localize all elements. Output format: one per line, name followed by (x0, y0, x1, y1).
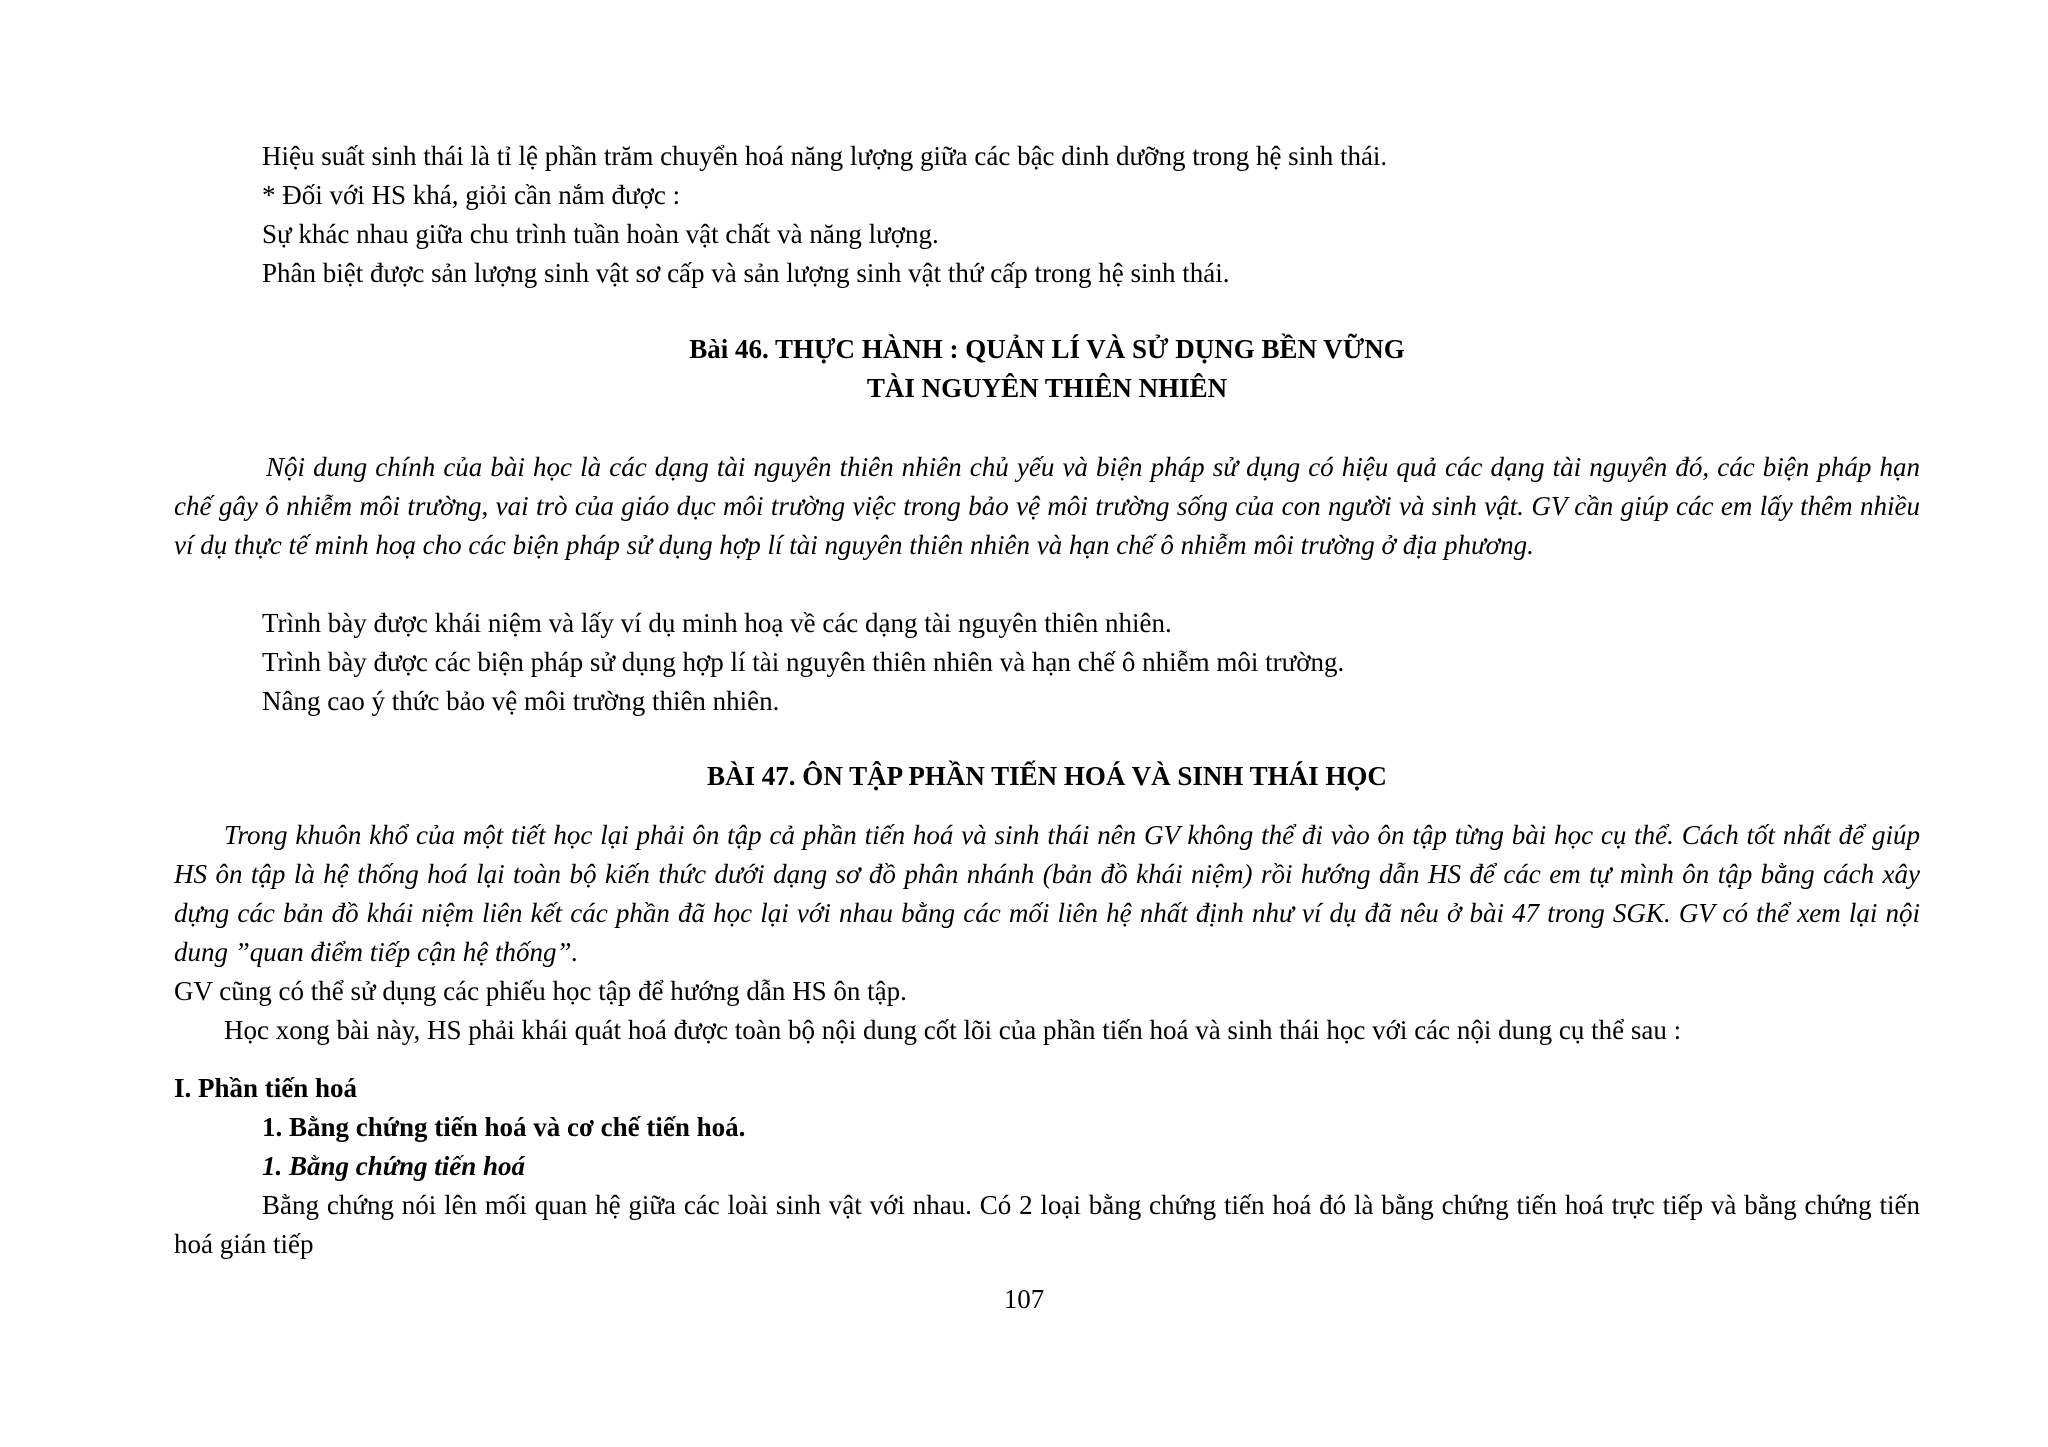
subsubsection-heading: 1. Bằng chứng tiến hoá (262, 1151, 525, 1181)
lesson47-outcome: Học xong bài này, HS phải khái quát hoá được toàn bộ nội dung cốt lõi của phần tiến hoá và sinh thái học với các nội dung cụ thể sau : (224, 1015, 1682, 1045)
intro-line: Sự khác nhau giữa chu trình tuần hoàn vật chất và năng lượng. (262, 219, 939, 249)
lesson47-note: GV cũng có thể sử dụng các phiếu học tập để hướng dẫn HS ôn tập. (174, 976, 907, 1006)
lesson46-title-line1: Bài 46. THỰC HÀNH : QUẢN LÍ VÀ SỬ DỤNG BỀN VỮNG (689, 334, 1405, 364)
lesson46-objectives (174, 604, 1920, 721)
objective-item: Trình bày được các biện pháp sử dụng hợp lí tài nguyên thiên nhiên và hạn chế ô nhiễm môi trường. (262, 647, 1345, 677)
lesson47-note-block (174, 972, 1920, 1050)
intro-block (174, 137, 1920, 293)
section-heading: I. Phần tiến hoá (174, 1073, 358, 1103)
intro-line: Hiệu suất sinh thái là tỉ lệ phần trăm chuyển hoá năng lượng giữa các bậc dinh dưỡng trong hệ sinh thái. (262, 141, 1388, 171)
intro-line: * Đối với HS khá, giỏi cần nắm được : (262, 180, 681, 210)
evidence-paragraph: Bằng chứng nói lên mối quan hệ giữa các loài sinh vật với nhau. Có 2 loại bằng chứng tiến hoá đó là bằng chứng tiến hoá trực tiếp và bằng chứng tiến hoá gián tiếp (174, 1190, 1920, 1259)
lesson46-summary: Nội dung chính của bài học là các dạng tài nguyên thiên nhiên chủ yếu và biện pháp sử dụng có hiệu quả các dạng tài nguyên đó, các biện pháp hạn chế gây ô nhiễm môi trường, vai trò của giáo dục môi trường việc trong bảo vệ môi trường sống của con người và sinh vật. GV cần giúp các em lấy thêm nhiều ví dụ thực tế minh hoạ cho các biện pháp sử dụng hợp lí tài nguyên thiên nhiên và hạn chế ô nhiễm môi trường ở địa phương. (174, 452, 1920, 560)
lesson46-title-line2: TÀI NGUYÊN THIÊN NHIÊN (866, 373, 1228, 403)
objective-item: Nâng cao ý thức bảo vệ môi trường thiên nhiên. (262, 686, 780, 716)
lesson47-title: BÀI 47. ÔN TẬP PHẦN TIẾN HOÁ VÀ SINH THÁI HỌC (707, 761, 1387, 791)
page-number: 107 (1003, 1284, 1045, 1314)
intro-line: Phân biệt được sản lượng sinh vật sơ cấp và sản lượng sinh vật thứ cấp trong hệ sinh thái. (262, 258, 1230, 288)
objective-item: Trình bày được khái niệm và lấy ví dụ minh hoạ về các dạng tài nguyên thiên nhiên. (262, 608, 1172, 638)
subsection-heading: 1. Bằng chứng tiến hoá và cơ chế tiến hoá. (262, 1112, 746, 1142)
lesson47-summary: Trong khuôn khổ của một tiết học lại phải ôn tập cả phần tiến hoá và sinh thái nên GV không thể đi vào ôn tập từng bài học cụ thể. Cách tốt nhất để giúp HS ôn tập là hệ thống hoá lại toàn bộ kiến thức dưới dạng sơ đồ phân nhánh (bản đồ khái niệm) rồi hướng dẫn HS để các em tự mình ôn tập bằng cách xây dựng các bản đồ khái niệm liên kết các phần đã học lại với nhau bằng các mối liên hệ nhất định như ví dụ đã nêu ở bài 47 trong SGK. GV có thể xem lại nội dung ”quan điểm tiếp cận hệ thống”. (174, 820, 1920, 967)
